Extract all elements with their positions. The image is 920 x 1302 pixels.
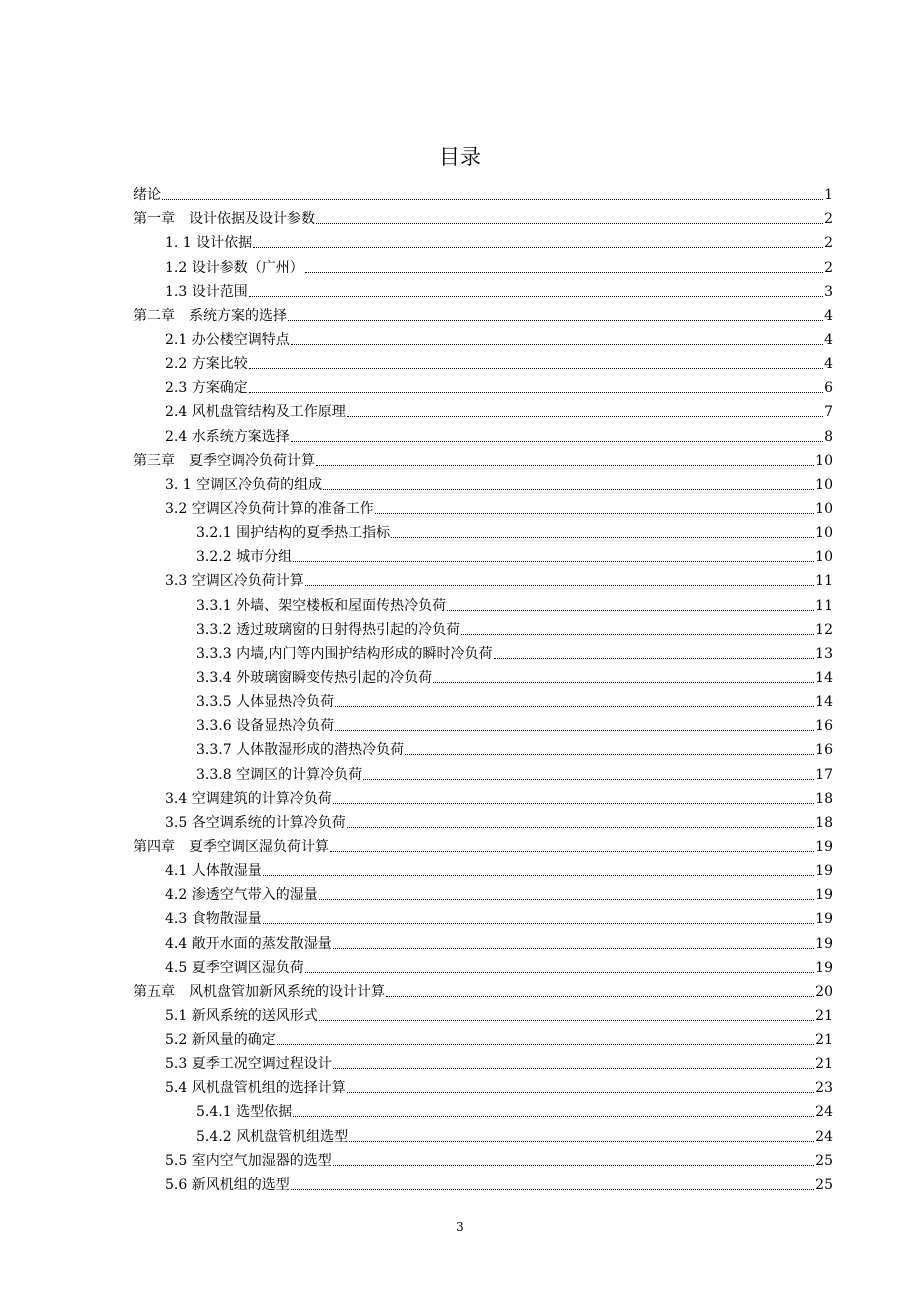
toc-entry[interactable]: [133, 495, 833, 519]
toc-dot-leader: [349, 1141, 814, 1142]
toc-dot-leader: [333, 803, 814, 804]
toc-entry-page: 14: [815, 669, 833, 686]
toc-entry-page: 21: [815, 1007, 833, 1024]
toc-entry[interactable]: [133, 1074, 833, 1098]
toc-entry-page: 25: [815, 1176, 833, 1193]
toc-entry[interactable]: [133, 447, 833, 471]
toc-dot-leader: [447, 610, 814, 611]
toc-entry-label: 3.3.1 外墙、架空楼板和屋面传热冷负荷: [196, 597, 447, 614]
toc-dot-leader: [405, 754, 814, 755]
toc-entry-page: 4: [824, 331, 833, 348]
toc-entry-label: 4.2 渗透空气带入的湿量: [165, 887, 318, 904]
toc-entry-page: 2: [824, 259, 833, 276]
toc-dot-leader: [162, 199, 823, 200]
toc-entry-page: 7: [824, 404, 833, 421]
toc-entry-page: 18: [815, 790, 833, 807]
toc-entry-label: 5.4.2 风机盘管机组选型: [196, 1128, 349, 1145]
toc-entry-label: 3.3.5 人体显热冷负荷: [196, 694, 335, 711]
toc-dot-leader: [433, 682, 814, 683]
toc-entry-page: 19: [815, 887, 833, 904]
toc-dot-leader: [305, 272, 823, 273]
toc-entry-label: 3.3.3 内墙,内门等内围护结构形成的瞬时冷负荷: [196, 645, 493, 662]
toc-dot-leader: [316, 465, 814, 466]
toc-dot-leader: [386, 996, 814, 997]
toc-dot-leader: [249, 296, 823, 297]
toc-entry-label: 3.3.2 透过玻璃窗的日射得热引起的冷负荷: [196, 621, 461, 638]
toc-entry[interactable]: [133, 350, 833, 374]
table-of-contents: [133, 181, 833, 1195]
toc-entry-page: 24: [815, 1104, 833, 1121]
toc-dot-leader: [293, 561, 814, 562]
toc-dot-leader: [391, 537, 814, 538]
toc-entry-label: 4.4 敞开水面的蒸发散湿量: [165, 935, 332, 952]
toc-entry[interactable]: [133, 1147, 833, 1171]
toc-entry-page: 21: [815, 1056, 833, 1073]
toc-entry[interactable]: [133, 688, 833, 712]
toc-entry-page: 2: [824, 235, 833, 252]
toc-dot-leader: [333, 1068, 814, 1069]
toc-dot-leader: [316, 223, 823, 224]
toc-entry-page: 11: [815, 573, 833, 590]
toc-dot-leader: [249, 392, 823, 393]
toc-entry-page: 23: [815, 1080, 833, 1097]
toc-entry[interactable]: [133, 929, 833, 953]
toc-entry-page: 10: [815, 549, 833, 566]
toc-dot-leader: [335, 706, 814, 707]
toc-dot-leader: [347, 827, 814, 828]
toc-entry-label: 3.2.1 围护结构的夏季热工指标: [196, 525, 391, 542]
toc-dot-leader: [363, 779, 814, 780]
toc-entry-page: 21: [815, 1032, 833, 1049]
toc-entry-label: 2.4 风机盘管结构及工作原理: [165, 404, 346, 421]
toc-entry-label: 第三章 夏季空调冷负荷计算: [133, 452, 315, 469]
toc-entry[interactable]: [133, 1122, 833, 1146]
toc-entry[interactable]: [133, 519, 833, 543]
toc-entry[interactable]: [133, 736, 833, 760]
toc-dot-leader: [333, 1165, 814, 1166]
toc-dot-leader: [253, 247, 823, 248]
toc-dot-leader: [263, 923, 814, 924]
toc-entry-page: 12: [815, 621, 833, 638]
toc-entry-label: 5.6 新风机组的选型: [165, 1176, 290, 1193]
toc-entry-page: 14: [815, 694, 833, 711]
toc-entry-page: 18: [815, 814, 833, 831]
toc-entry-label: 5.1 新风系统的送风形式: [165, 1007, 318, 1024]
toc-entry-page: 16: [815, 742, 833, 759]
toc-entry-label: 3.3 空调区冷负荷计算: [165, 573, 304, 590]
toc-entry[interactable]: [133, 1098, 833, 1122]
toc-entry-label: 3.4 空调建筑的计算冷负荷: [165, 790, 332, 807]
toc-entry-label: 5.4.1 选型依据: [196, 1104, 293, 1121]
toc-entry-page: 17: [815, 766, 833, 783]
toc-dot-leader: [277, 1044, 814, 1045]
toc-dot-leader: [263, 875, 814, 876]
toc-entry[interactable]: [133, 1050, 833, 1074]
toc-entry-page: 4: [824, 307, 833, 324]
toc-entry-label: 5.2 新风量的确定: [165, 1032, 276, 1049]
toc-entry-page: 25: [815, 1152, 833, 1169]
toc-entry-page: 19: [815, 863, 833, 880]
toc-dot-leader: [335, 730, 814, 731]
toc-entry-page: 10: [815, 500, 833, 517]
toc-entry[interactable]: [133, 302, 833, 326]
toc-dot-leader: [330, 851, 814, 852]
toc-entry-page: 24: [815, 1128, 833, 1145]
toc-entry[interactable]: [133, 833, 833, 857]
toc-entry[interactable]: [133, 326, 833, 350]
toc-entry-page: 10: [815, 476, 833, 493]
toc-entry[interactable]: [133, 1171, 833, 1195]
toc-dot-leader: [305, 585, 814, 586]
toc-entry[interactable]: [133, 422, 833, 446]
toc-entry[interactable]: [133, 398, 833, 422]
toc-entry-label: 第一章 设计依据及设计参数: [133, 211, 315, 228]
toc-entry-label: 3.3.4 外玻璃窗瞬变传热引起的冷负荷: [196, 669, 433, 686]
toc-entry[interactable]: [133, 785, 833, 809]
toc-entry[interactable]: [133, 1002, 833, 1026]
toc-dot-leader: [305, 972, 814, 973]
page-title: 目录: [439, 145, 481, 169]
toc-entry-label: 3.2.2 城市分组: [196, 549, 293, 566]
toc-entry-label: 第四章 夏季空调区湿负荷计算: [133, 838, 329, 855]
toc-dot-leader: [291, 344, 823, 345]
toc-dot-leader: [323, 489, 814, 490]
toc-entry-label: 3.3.7 人体散湿形成的潜热冷负荷: [196, 742, 405, 759]
toc-entry-page: 19: [815, 959, 833, 976]
toc-entry-label: 1. 1 设计依据: [165, 235, 253, 252]
toc-entry[interactable]: [133, 857, 833, 881]
toc-entry-page: 13: [815, 645, 833, 662]
toc-dot-leader: [293, 1116, 814, 1117]
toc-entry-label: 3.5 各空调系统的计算冷负荷: [165, 814, 346, 831]
toc-entry-page: 19: [815, 935, 833, 952]
toc-entry-label: 5.5 室内空气加湿器的选型: [165, 1152, 332, 1169]
toc-entry[interactable]: [133, 616, 833, 640]
toc-entry[interactable]: [133, 567, 833, 591]
toc-entry-page: 3: [824, 283, 833, 300]
toc-entry[interactable]: [133, 905, 833, 929]
toc-entry[interactable]: [133, 978, 833, 1002]
toc-entry-label: 3.2 空调区冷负荷计算的准备工作: [165, 500, 374, 517]
toc-dot-leader: [291, 1189, 814, 1190]
toc-entry[interactable]: [133, 712, 833, 736]
toc-entry[interactable]: [133, 760, 833, 784]
toc-dot-leader: [319, 899, 814, 900]
toc-entry[interactable]: [133, 278, 833, 302]
toc-entry-page: 10: [815, 525, 833, 542]
toc-entry[interactable]: [133, 664, 833, 688]
toc-dot-leader: [494, 658, 815, 659]
toc-entry-label: 2.2 方案比较: [165, 356, 248, 373]
toc-entry[interactable]: [133, 229, 833, 253]
toc-entry-label: 3.3.6 设备显热冷负荷: [196, 718, 335, 735]
toc-entry[interactable]: [133, 205, 833, 229]
toc-dot-leader: [461, 634, 814, 635]
toc-entry-page: 4: [824, 356, 833, 373]
toc-entry-page: 11: [815, 597, 833, 614]
toc-entry[interactable]: [133, 253, 833, 277]
toc-entry-label: 4.5 夏季空调区湿负荷: [165, 959, 304, 976]
toc-entry-label: 3.3.8 空调区的计算冷负荷: [196, 766, 363, 783]
toc-entry[interactable]: [133, 954, 833, 978]
toc-entry-page: 19: [815, 838, 833, 855]
toc-entry-page: 8: [824, 428, 833, 445]
toc-dot-leader: [347, 416, 823, 417]
toc-dot-leader: [291, 441, 823, 442]
toc-entry-page: 16: [815, 718, 833, 735]
toc-entry-label: 2.4 水系统方案选择: [165, 428, 290, 445]
toc-entry[interactable]: [133, 181, 833, 205]
toc-entry-label: 4.3 食物散湿量: [165, 911, 262, 928]
toc-entry-label: 5.3 夏季工况空调过程设计: [165, 1056, 332, 1073]
toc-entry[interactable]: [133, 374, 833, 398]
toc-dot-leader: [333, 948, 814, 949]
toc-entry-label: 第五章 风机盘管加新风系统的设计计算: [133, 983, 385, 1000]
toc-entry-page: 1: [824, 187, 833, 204]
toc-entry-label: 4.1 人体散湿量: [165, 863, 262, 880]
toc-dot-leader: [347, 1092, 814, 1093]
toc-entry[interactable]: [133, 471, 833, 495]
toc-entry-page: 10: [815, 452, 833, 469]
toc-entry-label: 1.3 设计范围: [165, 283, 248, 300]
toc-entry-label: 第二章 系统方案的选择: [133, 307, 287, 324]
toc-entry[interactable]: [133, 809, 833, 833]
toc-entry-label: 2.1 办公楼空调特点: [165, 331, 290, 348]
toc-dot-leader: [249, 368, 823, 369]
toc-entry-label: 绪论: [133, 187, 161, 204]
toc-entry-label: 5.4 风机盘管机组的选择计算: [165, 1080, 346, 1097]
page-number: 3: [456, 1220, 464, 1234]
toc-dot-leader: [319, 1020, 814, 1021]
toc-entry[interactable]: [133, 640, 833, 664]
toc-entry[interactable]: [133, 881, 833, 905]
toc-entry-label: 2.3 方案确定: [165, 380, 248, 397]
toc-entry-label: 3. 1 空调区冷负荷的组成: [165, 476, 323, 493]
toc-entry-page: 19: [815, 911, 833, 928]
toc-entry-page: 2: [824, 211, 833, 228]
toc-entry[interactable]: [133, 1026, 833, 1050]
toc-entry-page: 6: [824, 380, 833, 397]
toc-dot-leader: [288, 320, 823, 321]
toc-entry[interactable]: [133, 543, 833, 567]
toc-entry-label: 1.2 设计参数（广州）: [165, 259, 304, 276]
toc-entry[interactable]: [133, 591, 833, 615]
toc-entry-page: 20: [815, 983, 833, 1000]
toc-dot-leader: [375, 513, 814, 514]
